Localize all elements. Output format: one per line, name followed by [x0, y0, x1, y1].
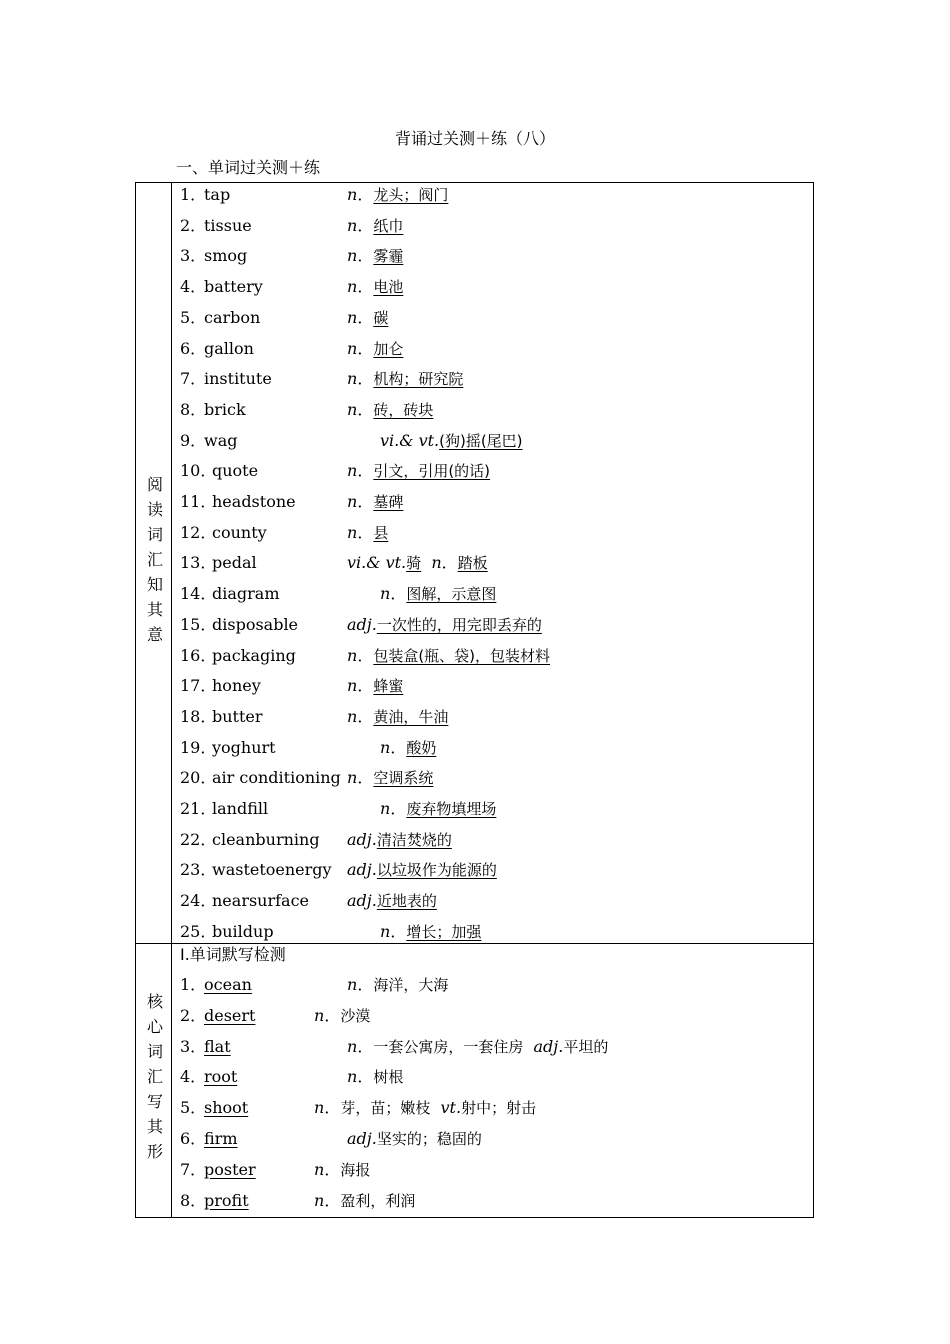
item-number: 3．	[180, 1036, 207, 1056]
vocab-row	[172, 303, 813, 333]
vocab-row	[172, 1001, 813, 1031]
item-number: 6．	[180, 338, 207, 358]
vocab-row	[172, 211, 813, 241]
meaning: 加仑	[373, 339, 404, 358]
meaning: 坚实的；稳固的	[376, 1130, 482, 1148]
part-of-speech: n	[314, 1098, 325, 1118]
vocab-definition	[347, 970, 448, 1000]
vocab-word: brick	[204, 399, 246, 419]
item-number: 16．	[180, 645, 217, 665]
item-number: 1．	[180, 975, 207, 994]
meaning: 纸巾	[373, 216, 404, 235]
vocab-word: yoghurt	[212, 737, 276, 757]
vocab-word: landfill	[212, 799, 269, 818]
pos-separator: ．	[357, 307, 374, 327]
item-number: 13．	[180, 553, 217, 573]
pos-separator: ．	[324, 1190, 341, 1210]
part-of-speech: n	[347, 246, 358, 266]
meaning: 清洁焚烧的	[376, 830, 452, 849]
vocab-row	[172, 579, 813, 609]
vocab-definition	[314, 1001, 370, 1031]
vocab-definition	[380, 794, 496, 824]
item-number: 5．	[180, 307, 207, 327]
vocab-row	[172, 825, 813, 855]
vocab-word: butter	[212, 706, 263, 726]
vocab-word: quote	[212, 461, 259, 481]
core-vocab-label-cell	[136, 943, 172, 1217]
part-of-speech: n	[347, 1067, 358, 1087]
meaning: 一套公寓房，一套住房	[373, 1037, 524, 1056]
item-number: 24．	[180, 891, 217, 911]
vocab-definition	[347, 855, 497, 885]
part-of-speech: n	[314, 1159, 325, 1179]
part-of-speech: n	[347, 975, 358, 994]
pos-separator: ．	[357, 676, 374, 696]
part-of-speech: adj.	[347, 614, 377, 634]
vocab-row	[172, 1155, 813, 1185]
meaning: (狗)摇(尾巴)	[439, 431, 523, 450]
pos-separator: ．	[357, 399, 374, 419]
item-number: 7．	[180, 1159, 207, 1179]
vocab-definition	[347, 334, 403, 364]
part-of-speech: n	[380, 799, 391, 818]
part-of-speech: n	[314, 1190, 325, 1210]
vocab-word: smog	[204, 246, 248, 266]
meaning: 树根	[373, 1068, 404, 1087]
part-of-speech: adj.	[347, 829, 377, 849]
pos-separator: ．	[357, 369, 374, 389]
vocab-word: battery	[204, 277, 263, 297]
item-number: 14．	[180, 584, 217, 604]
vocab-definition	[380, 426, 523, 456]
meaning: 碳	[373, 308, 389, 327]
reading-vocab-section	[136, 183, 813, 944]
vocab-word: institute	[204, 369, 272, 389]
vocab-definition	[347, 272, 403, 302]
vocab-row	[172, 1186, 813, 1216]
item-number: 21．	[180, 799, 217, 818]
item-number: 4．	[180, 1067, 207, 1087]
vocab-row	[172, 1093, 813, 1123]
item-number: 2．	[180, 1005, 207, 1025]
part-of-speech: n	[347, 185, 358, 204]
part-of-speech: n	[347, 277, 358, 297]
vocab-word: ocean	[204, 975, 252, 994]
vocab-row	[172, 395, 813, 425]
vocab-definition	[347, 641, 550, 671]
vocab-definition	[314, 1155, 370, 1185]
meaning: 空调系统	[373, 769, 434, 788]
pos-separator: ．	[390, 584, 407, 604]
vocab-row	[172, 886, 813, 916]
part-of-speech: vt.	[440, 1098, 462, 1118]
part-of-speech: n	[431, 553, 442, 573]
item-number: 25．	[180, 921, 217, 941]
item-number: 9．	[180, 430, 207, 450]
vocab-definition	[380, 579, 496, 609]
vocab-definition	[347, 702, 448, 732]
pos-separator: ．	[357, 461, 374, 481]
vocab-word: buildup	[212, 921, 274, 941]
vocab-definition	[347, 671, 403, 701]
vocab-word: packaging	[212, 645, 296, 665]
item-number: 11．	[180, 492, 217, 511]
vocab-definition	[347, 763, 433, 793]
vocab-word: carbon	[204, 307, 261, 327]
vocab-definition	[347, 518, 388, 548]
pos-separator: ．	[390, 737, 407, 757]
vocab-row	[172, 487, 813, 517]
meaning: 引文，引用(的话)	[373, 462, 491, 481]
part-of-speech: n	[347, 492, 358, 511]
pos-separator: ．	[324, 1005, 341, 1025]
part-of-speech: n	[380, 584, 391, 604]
vocab-definition	[314, 1186, 415, 1216]
pos-separator: ．	[441, 553, 458, 573]
meaning: 以垃圾作为能源的	[376, 861, 497, 880]
pos-separator: ．	[357, 1036, 374, 1056]
section-heading: 一、单词过关测＋练	[176, 158, 321, 177]
vocab-definition	[347, 364, 463, 394]
vocab-word: wag	[204, 430, 238, 450]
vocabulary-table	[135, 182, 814, 1218]
pos-separator: ．	[357, 1067, 374, 1087]
reading-vocab-label: 阅读词汇知其意	[144, 475, 164, 651]
meaning: 增长；加强	[406, 922, 482, 941]
pos-separator: ．	[357, 522, 374, 542]
part-of-speech: adj.	[347, 891, 377, 911]
vocab-word: desert	[204, 1005, 256, 1025]
part-of-speech: n	[347, 522, 358, 542]
part-of-speech: n	[347, 645, 358, 665]
vocab-row	[172, 671, 813, 701]
vocab-row	[172, 272, 813, 302]
meaning: 废弃物填埋场	[406, 800, 497, 818]
vocab-row	[172, 426, 813, 456]
item-number: 8．	[180, 1190, 207, 1210]
vocab-word: pedal	[212, 553, 257, 573]
meaning: 机构；研究院	[373, 370, 464, 389]
part-of-speech: n	[380, 737, 391, 757]
vocab-word: profit	[204, 1190, 249, 1210]
item-number: 12．	[180, 522, 217, 542]
vocab-definition	[314, 1093, 536, 1123]
item-number: 3．	[180, 246, 207, 266]
item-number: 2．	[180, 215, 207, 235]
meaning: 海洋，大海	[373, 976, 449, 994]
meaning: 一次性的，用完即丢弃的	[376, 615, 542, 634]
part-of-speech: adj.	[347, 860, 377, 880]
vocab-row	[172, 610, 813, 640]
vocab-word: tap	[204, 185, 231, 204]
meaning: 墓碑	[373, 493, 404, 511]
vocab-row	[172, 364, 813, 394]
pos-separator: ．	[324, 1159, 341, 1179]
item-number: 7．	[180, 369, 207, 389]
vocab-definition	[347, 1032, 608, 1062]
pos-separator: ．	[357, 338, 374, 358]
vocab-definition	[347, 211, 403, 241]
vocab-word: disposable	[212, 614, 299, 634]
vocab-word: root	[204, 1067, 238, 1087]
vocab-row	[172, 518, 813, 548]
item-number: 5．	[180, 1098, 207, 1118]
vocab-word: firm	[204, 1129, 238, 1148]
vocab-definition	[347, 1124, 482, 1154]
item-number: 1．	[180, 185, 207, 204]
page-title: 背诵过关测＋练（八）	[394, 129, 555, 148]
meaning: 黄油，牛油	[373, 707, 449, 726]
vocab-definition	[347, 303, 388, 333]
vocab-word: shoot	[204, 1098, 249, 1118]
part-of-speech: vi.& vt.	[380, 430, 440, 450]
vocab-row	[172, 334, 813, 364]
core-vocab-label: 核心词汇写其形	[144, 992, 164, 1168]
meaning: 芽，苗；嫩枝	[340, 1099, 431, 1118]
vocab-definition	[347, 886, 437, 916]
part-of-speech: n	[347, 399, 358, 419]
vocab-word: wastetoenergy	[212, 860, 332, 880]
item-number: 10．	[180, 461, 217, 481]
part-of-speech: n	[347, 768, 358, 788]
vocab-word: gallon	[204, 338, 254, 358]
dictation-subheading: Ⅰ.单词默写检测	[180, 945, 286, 964]
vocab-word: headstone	[212, 492, 296, 511]
pos-separator: ．	[357, 185, 374, 204]
vocab-definition	[347, 548, 488, 578]
item-number: 17．	[180, 676, 217, 696]
vocab-word: nearsurface	[212, 891, 310, 911]
part-of-speech: n	[314, 1005, 325, 1025]
core-vocab-section	[136, 943, 813, 1217]
item-number: 19．	[180, 737, 217, 757]
meaning: 骑	[406, 554, 422, 573]
item-number: 23．	[180, 860, 217, 880]
vocab-word: tissue	[204, 215, 252, 235]
pos-separator: ．	[357, 706, 374, 726]
part-of-speech: n	[347, 215, 358, 235]
item-number: 6．	[180, 1129, 207, 1148]
meaning: 踏板	[457, 554, 488, 573]
vocab-row	[172, 733, 813, 763]
vocab-word: honey	[212, 676, 261, 696]
vocab-definition	[347, 610, 542, 640]
vocab-definition	[347, 487, 403, 517]
vocab-row	[172, 1124, 813, 1154]
vocab-row	[172, 794, 813, 824]
meaning: 平坦的	[563, 1037, 609, 1056]
vocab-definition	[347, 456, 490, 486]
part-of-speech: n	[347, 706, 358, 726]
pos-separator: ．	[357, 768, 374, 788]
meaning: 雾霾	[373, 247, 404, 266]
vocab-word: air conditioning	[212, 768, 341, 788]
vocab-word: poster	[204, 1159, 256, 1179]
meaning: 县	[373, 523, 389, 542]
item-number: 4．	[180, 277, 207, 297]
meaning: 射中；射击	[461, 1099, 537, 1118]
vocab-row	[172, 548, 813, 578]
vocab-definition	[347, 241, 403, 271]
meaning: 包装盒(瓶、袋)，包装材料	[373, 646, 551, 665]
part-of-speech: n	[347, 338, 358, 358]
pos-separator: ．	[357, 277, 374, 297]
pos-separator: ．	[390, 799, 407, 818]
vocab-row	[172, 241, 813, 271]
pos-separator: ．	[357, 215, 374, 235]
vocab-definition	[380, 733, 436, 763]
pos-separator: ．	[357, 246, 374, 266]
vocab-definition	[347, 1062, 403, 1092]
part-of-speech: adj.	[347, 1129, 377, 1148]
part-of-speech: adj.	[533, 1036, 564, 1056]
meaning: 沙漠	[340, 1006, 371, 1025]
meaning: 砖，砖块	[373, 400, 434, 419]
vocab-definition	[347, 180, 448, 210]
part-of-speech: n	[347, 1036, 358, 1056]
item-number: 20．	[180, 768, 217, 788]
item-number: 22．	[180, 829, 217, 849]
vocab-definition	[347, 825, 452, 855]
part-of-speech: n	[347, 307, 358, 327]
part-of-speech: vi.& vt.	[347, 553, 407, 573]
pos-separator: ．	[357, 975, 374, 994]
meaning: 龙头；阀门	[373, 186, 449, 204]
meaning: 酸奶	[406, 738, 437, 757]
part-of-speech: n	[347, 369, 358, 389]
meaning: 近地表的	[376, 892, 437, 911]
vocab-row	[172, 1062, 813, 1092]
vocab-row	[172, 180, 813, 210]
vocab-row	[172, 641, 813, 671]
vocab-row	[172, 702, 813, 732]
meaning: 盈利，利润	[340, 1191, 416, 1210]
vocab-row	[172, 855, 813, 885]
meaning: 图解，示意图	[406, 585, 497, 604]
item-number: 8．	[180, 399, 207, 419]
vocab-row	[172, 763, 813, 793]
part-of-speech: n	[347, 676, 358, 696]
vocab-word: county	[212, 522, 267, 542]
part-of-speech: n	[347, 461, 358, 481]
part-of-speech: n	[380, 921, 391, 941]
meaning: 海报	[340, 1160, 371, 1179]
vocab-row	[172, 1032, 813, 1062]
reading-vocab-label-cell	[136, 183, 172, 943]
vocab-definition	[347, 395, 433, 425]
pos-separator: ．	[357, 645, 374, 665]
meaning: 电池	[373, 278, 404, 297]
meaning: 蜂蜜	[373, 677, 404, 696]
vocab-word: cleanburning	[212, 829, 320, 849]
item-number: 15．	[180, 614, 217, 634]
vocab-row	[172, 456, 813, 486]
vocab-word: diagram	[212, 584, 280, 604]
vocab-word: flat	[204, 1036, 231, 1056]
vocab-row	[172, 970, 813, 1000]
pos-separator: ．	[324, 1098, 341, 1118]
item-number: 18．	[180, 706, 217, 726]
pos-separator: ．	[357, 492, 374, 511]
pos-separator: ．	[390, 921, 407, 941]
